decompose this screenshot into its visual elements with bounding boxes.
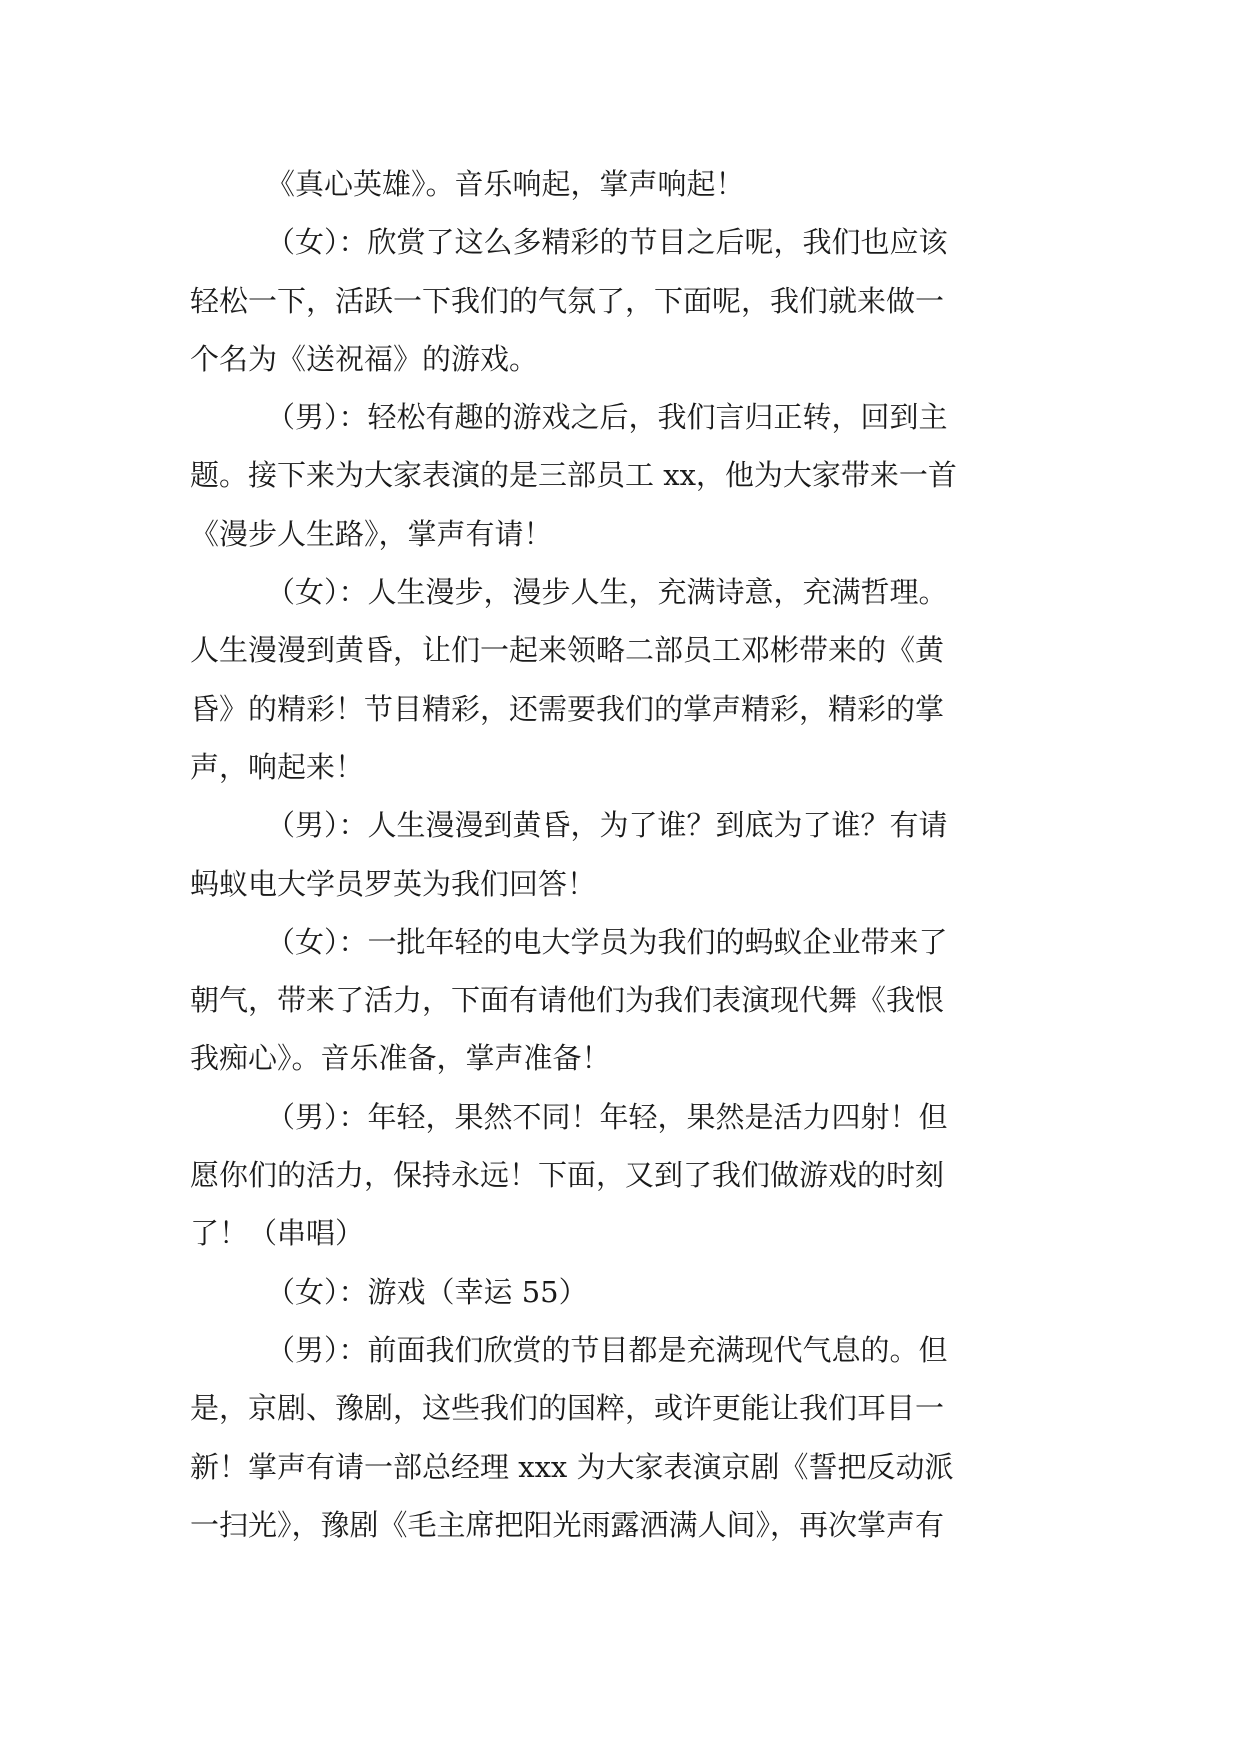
text-line: 《真心英雄》。音乐响起，掌声响起！ [266, 167, 745, 201]
text-line: 《漫步人生路》，掌声有请！ [190, 516, 553, 551]
text-line: 了！（串唱） [190, 1216, 365, 1251]
text-line: 声，响起来！ [190, 749, 365, 784]
text-line: 昏》的精彩！节目精彩，还需要我们的掌声精彩，精彩的掌 [190, 691, 945, 726]
text-line: 朝气，带来了活力，下面有请他们为我们表演现代舞《我恨 [190, 983, 945, 1018]
text-line: 题。接下来为大家表演的是三部员工 xx，他为大家带来一首 [190, 458, 957, 493]
text-line: （女）：游戏（幸运 55） [266, 1274, 588, 1309]
text-line: 个名为《送祝福》的游戏。 [190, 341, 539, 376]
text-line: （女）：一批年轻的电大学员为我们的蚂蚁企业带来了 [266, 924, 948, 959]
text-line: 蚂蚁电大学员罗英为我们回答！ [190, 866, 597, 901]
text-line: 是，京剧、豫剧，这些我们的国粹，或许更能让我们耳目一 [190, 1391, 945, 1426]
text-line: 新！掌声有请一部总经理 xxx 为大家表演京剧《誓把反动派 [190, 1449, 954, 1484]
text-line: 一扫光》，豫剧《毛主席把阳光雨露洒满人间》，再次掌声有 [190, 1507, 945, 1542]
text-line: 我痴心》。音乐准备，掌声准备！ [190, 1041, 611, 1076]
text-line: 轻松一下，活跃一下我们的气氛了，下面呢，我们就来做一 [190, 283, 945, 318]
text-line: （男）：轻松有趣的游戏之后，我们言归正转，回到主 [266, 400, 948, 435]
text-line: 愿你们的活力，保持永远！下面，又到了我们做游戏的时刻 [190, 1158, 945, 1193]
text-line: （女）：人生漫步，漫步人生，充满诗意，充满哲理。 [266, 575, 948, 610]
text-line: （男）：前面我们欣赏的节目都是充满现代气息的。但 [266, 1332, 948, 1367]
text-line: （女）：欣赏了这么多精彩的节目之后呢，我们也应该 [266, 225, 948, 260]
text-line: （男）：人生漫漫到黄昏，为了谁？到底为了谁？有请 [266, 808, 948, 843]
document-body [190, 155, 1050, 1554]
text-line: （男）：年轻，果然不同！年轻，果然是活力四射！但 [266, 1099, 948, 1134]
text-line: 人生漫漫到黄昏，让们一起来领略二部员工邓彬带来的《黄 [190, 633, 945, 668]
